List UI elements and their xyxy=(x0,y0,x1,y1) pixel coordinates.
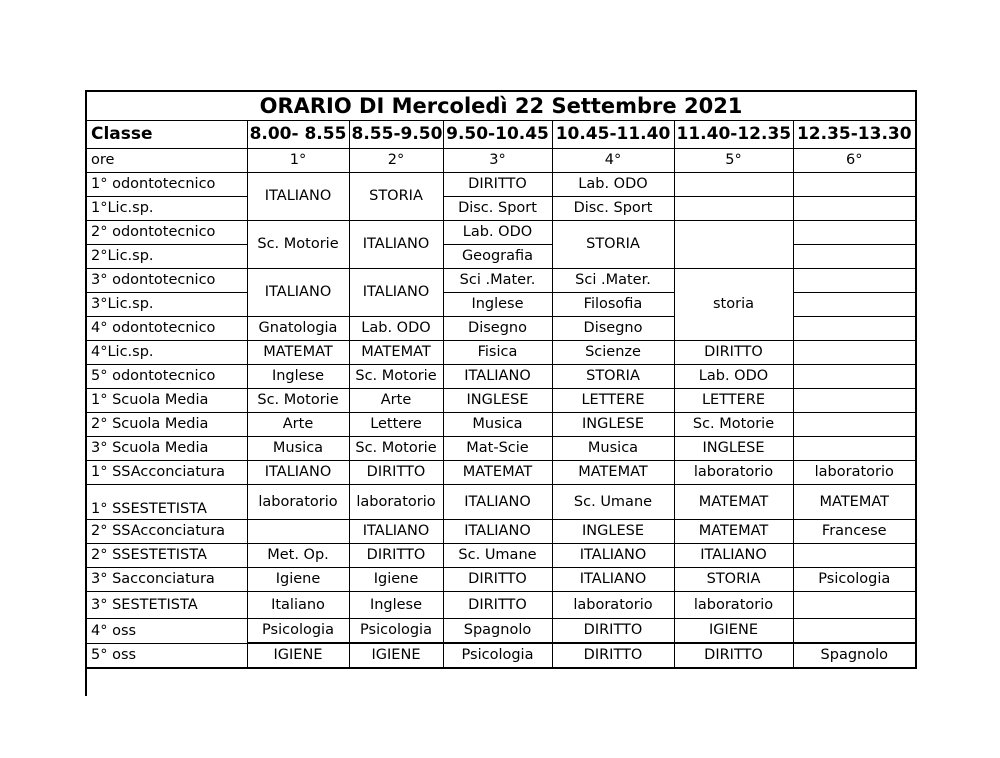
cell xyxy=(793,437,916,461)
cell: ITALIANO xyxy=(349,520,443,544)
class-name: 4° oss xyxy=(86,619,247,644)
header-slot-5: 11.40-12.35 xyxy=(674,121,793,149)
cell xyxy=(674,173,793,197)
table-row xyxy=(86,269,916,293)
cell: ITALIANO xyxy=(443,520,552,544)
class-name: 2° SSESTETISTA xyxy=(86,544,247,568)
table-row xyxy=(86,389,916,413)
cell: laboratorio xyxy=(349,485,443,520)
cell: LETTERE xyxy=(674,389,793,413)
cell xyxy=(793,245,916,269)
cell: IGIENE xyxy=(674,619,793,644)
class-name: 4° odontotecnico xyxy=(86,317,247,341)
class-name: 2° Scuola Media xyxy=(86,413,247,437)
cell: Lab. ODO xyxy=(349,317,443,341)
cell: Sci .Mater. xyxy=(552,269,674,293)
cell: MATEMAT xyxy=(349,341,443,365)
cell: Sc. Motorie xyxy=(247,221,349,269)
cell: MATEMAT xyxy=(793,485,916,520)
cell xyxy=(247,520,349,544)
cell: ITALIANO xyxy=(552,568,674,592)
cell: ITALIANO xyxy=(349,269,443,317)
cell: Lab. ODO xyxy=(443,221,552,245)
cell: MATEMAT xyxy=(674,485,793,520)
header-row xyxy=(86,121,916,149)
class-name: 3° Scuola Media xyxy=(86,437,247,461)
cell: DIRITTO xyxy=(443,173,552,197)
table-row xyxy=(86,197,916,221)
class-name: 1°Lic.sp. xyxy=(86,197,247,221)
left-border-extension xyxy=(85,668,87,696)
ore-1: 1° xyxy=(247,149,349,173)
ore-4: 4° xyxy=(552,149,674,173)
table-row xyxy=(86,365,916,389)
cell xyxy=(793,592,916,619)
cell xyxy=(674,197,793,221)
cell: Spagnolo xyxy=(793,643,916,668)
class-name: 1° Scuola Media xyxy=(86,389,247,413)
cell: Disegno xyxy=(443,317,552,341)
cell: DIRITTO xyxy=(443,568,552,592)
ore-row xyxy=(86,149,916,173)
table-row xyxy=(86,485,916,520)
cell: ITALIANO xyxy=(443,485,552,520)
cell xyxy=(793,221,916,245)
cell: LETTERE xyxy=(552,389,674,413)
header-slot-3: 9.50-10.45 xyxy=(443,121,552,149)
class-name: 2° odontotecnico xyxy=(86,221,247,245)
cell: Sc. Motorie xyxy=(349,365,443,389)
cell: ITALIANO xyxy=(247,173,349,221)
cell: ITALIANO xyxy=(674,544,793,568)
cell: Musica xyxy=(247,437,349,461)
cell: Sc. Motorie xyxy=(674,413,793,437)
cell xyxy=(793,544,916,568)
cell: Igiene xyxy=(247,568,349,592)
cell: INGLESE xyxy=(552,520,674,544)
cell: MATEMAT xyxy=(247,341,349,365)
cell: STORIA xyxy=(552,365,674,389)
cell: MATEMAT xyxy=(674,520,793,544)
cell: laboratorio xyxy=(247,485,349,520)
class-name: 5° oss xyxy=(86,643,247,668)
cell: Psicologia xyxy=(793,568,916,592)
cell: Francese xyxy=(793,520,916,544)
cell: DIRITTO xyxy=(443,592,552,619)
cell: Italiano xyxy=(247,592,349,619)
cell: DIRITTO xyxy=(349,461,443,485)
cell: laboratorio xyxy=(793,461,916,485)
header-slot-1: 8.00- 8.55 xyxy=(247,121,349,149)
title-row xyxy=(86,91,916,121)
cell: MATEMAT xyxy=(552,461,674,485)
cell: Sci .Mater. xyxy=(443,269,552,293)
table-row xyxy=(86,592,916,619)
cell: DIRITTO xyxy=(552,619,674,644)
cell: DIRITTO xyxy=(349,544,443,568)
cell: Geografia xyxy=(443,245,552,269)
class-name: 3° Sacconciatura xyxy=(86,568,247,592)
ore-5: 5° xyxy=(674,149,793,173)
cell: Psicologia xyxy=(443,643,552,668)
cell xyxy=(793,293,916,317)
cell: Sc. Motorie xyxy=(247,389,349,413)
table-row xyxy=(86,619,916,644)
class-name: 1° odontotecnico xyxy=(86,173,247,197)
class-name: 2° SSAcconciatura xyxy=(86,520,247,544)
cell: Lettere xyxy=(349,413,443,437)
cell: Musica xyxy=(443,413,552,437)
cell: Disegno xyxy=(552,317,674,341)
cell: ITALIANO xyxy=(349,221,443,269)
table-row xyxy=(86,173,916,197)
cell: Disc. Sport xyxy=(443,197,552,221)
timetable xyxy=(85,90,917,669)
cell: Lab. ODO xyxy=(674,365,793,389)
class-name: 5° odontotecnico xyxy=(86,365,247,389)
cell: Inglese xyxy=(443,293,552,317)
cell: Met. Op. xyxy=(247,544,349,568)
cell xyxy=(793,619,916,644)
cell xyxy=(793,365,916,389)
table-row xyxy=(86,341,916,365)
cell: ITALIANO xyxy=(247,269,349,317)
table-row xyxy=(86,520,916,544)
cell: INGLESE xyxy=(552,413,674,437)
cell: Disc. Sport xyxy=(552,197,674,221)
ore-3: 3° xyxy=(443,149,552,173)
cell: Filosofia xyxy=(552,293,674,317)
class-name: 1° SSESTETISTA xyxy=(86,485,247,520)
header-slot-2: 8.55-9.50 xyxy=(349,121,443,149)
cell: laboratorio xyxy=(674,461,793,485)
cell: Inglese xyxy=(349,592,443,619)
cell: STORIA xyxy=(674,568,793,592)
class-name: 3° SESTETISTA xyxy=(86,592,247,619)
cell: DIRITTO xyxy=(674,643,793,668)
cell: INGLESE xyxy=(443,389,552,413)
header-slot-4: 10.45-11.40 xyxy=(552,121,674,149)
table-row xyxy=(86,221,916,245)
cell: Scienze xyxy=(552,341,674,365)
cell: Mat-Scie xyxy=(443,437,552,461)
cell: Igiene xyxy=(349,568,443,592)
cell: Spagnolo xyxy=(443,619,552,644)
cell: Gnatologia xyxy=(247,317,349,341)
cell: Psicologia xyxy=(247,619,349,644)
header-slot-6: 12.35-13.30 xyxy=(793,121,916,149)
cell xyxy=(793,317,916,341)
cell xyxy=(793,389,916,413)
class-name: 3° odontotecnico xyxy=(86,269,247,293)
cell xyxy=(793,197,916,221)
cell: Arte xyxy=(349,389,443,413)
cell: ITALIANO xyxy=(247,461,349,485)
class-name: 4°Lic.sp. xyxy=(86,341,247,365)
cell xyxy=(793,269,916,293)
cell xyxy=(793,173,916,197)
cell: DIRITTO xyxy=(552,643,674,668)
table-row xyxy=(86,413,916,437)
class-name: 2°Lic.sp. xyxy=(86,245,247,269)
table-row xyxy=(86,643,916,668)
cell: Lab. ODO xyxy=(552,173,674,197)
cell: IGIENE xyxy=(349,643,443,668)
table-row xyxy=(86,461,916,485)
cell xyxy=(793,341,916,365)
table-row xyxy=(86,544,916,568)
cell: IGIENE xyxy=(247,643,349,668)
cell: STORIA xyxy=(552,221,674,269)
cell: ITALIANO xyxy=(443,365,552,389)
cell: laboratorio xyxy=(674,592,793,619)
ore-6: 6° xyxy=(793,149,916,173)
ore-2: 2° xyxy=(349,149,443,173)
cell: Psicologia xyxy=(349,619,443,644)
cell: storia xyxy=(674,269,793,341)
header-classe: Classe xyxy=(86,121,247,149)
cell: Sc. Umane xyxy=(552,485,674,520)
class-name: 1° SSAcconciatura xyxy=(86,461,247,485)
table-row xyxy=(86,437,916,461)
timetable-sheet xyxy=(85,90,917,669)
table-row xyxy=(86,568,916,592)
cell: MATEMAT xyxy=(443,461,552,485)
cell: Arte xyxy=(247,413,349,437)
cell: INGLESE xyxy=(674,437,793,461)
cell xyxy=(674,221,793,269)
cell: ITALIANO xyxy=(552,544,674,568)
cell: Fisica xyxy=(443,341,552,365)
cell: STORIA xyxy=(349,173,443,221)
ore-label: ore xyxy=(86,149,247,173)
cell: Sc. Motorie xyxy=(349,437,443,461)
cell: DIRITTO xyxy=(674,341,793,365)
page-title: ORARIO DI Mercoledì 22 Settembre 2021 xyxy=(86,91,916,121)
cell: laboratorio xyxy=(552,592,674,619)
cell: Inglese xyxy=(247,365,349,389)
class-name: 3°Lic.sp. xyxy=(86,293,247,317)
cell xyxy=(793,413,916,437)
cell: Musica xyxy=(552,437,674,461)
cell: Sc. Umane xyxy=(443,544,552,568)
